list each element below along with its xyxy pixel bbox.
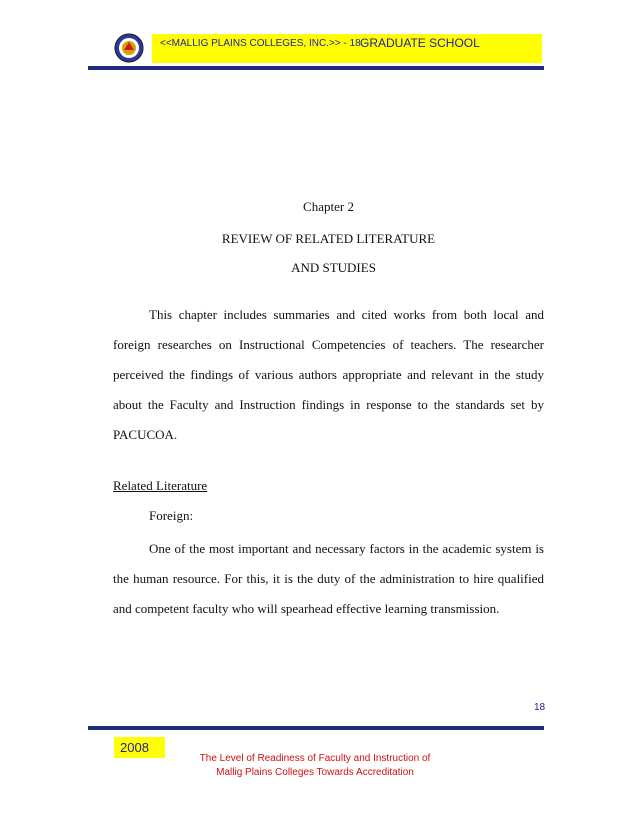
- chapter-title-line-1: REVIEW OF RELATED LITERATURE: [221, 231, 436, 246]
- footer-title-line-2: Mallig Plains Colleges Towards Accreditation: [216, 767, 414, 778]
- header-school: GRADUATE SCHOOL: [360, 36, 480, 50]
- body-paragraph: One of the most important and necessary factors in the academic system is the human resource. For this, it is the duty of the administration to hire qualified and competent faculty who will spearhead effective learning transmission.: [113, 541, 544, 616]
- header-institution: <<MALLIG PLAINS COLLEGES, INC.>> - 18 -: [160, 38, 367, 49]
- header-rule: [88, 66, 544, 70]
- chapter-number: Chapter 2: [303, 199, 354, 214]
- footer-rule: [88, 726, 544, 730]
- college-seal-icon: [114, 33, 144, 63]
- chapter-title-line-2: AND STUDIES: [291, 260, 376, 275]
- footer-title: [190, 752, 440, 780]
- subheading: Foreign:: [149, 508, 194, 523]
- intro-paragraph: This chapter includes summaries and cited works from both local and foreign researches on Instructional Competencies of teachers. The researcher perceived the findings of various authors appropriate and relevant in the study about the Faculty and Instruction findings in response to the standards set by PACUCOA.: [113, 307, 544, 442]
- footer-year: 2008: [120, 740, 149, 755]
- page-number: 18: [534, 702, 546, 713]
- section-heading: Related Literature: [113, 478, 208, 493]
- footer-title-line-1: The Level of Readiness of Faculty and Instruction of: [199, 753, 431, 764]
